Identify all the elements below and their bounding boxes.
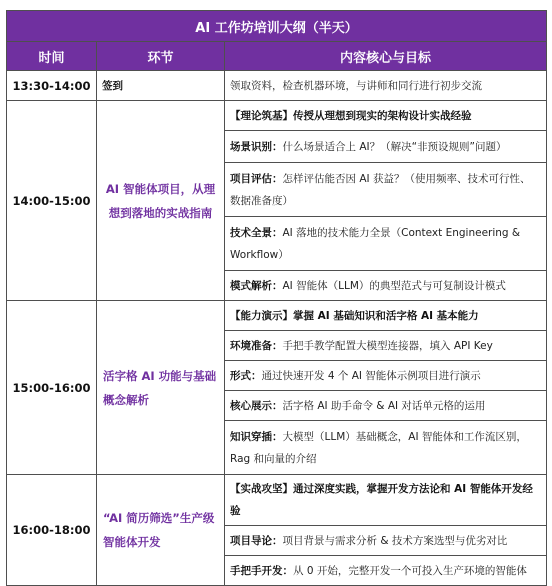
item-label: 技术全景： (230, 226, 283, 239)
table-title: AI 工作坊培训大纲（半天） (7, 11, 547, 42)
header-row (7, 42, 547, 71)
content-cell: 领取资料，检查机器环境，与讲师和同行进行初步交流 (225, 71, 547, 101)
item-text: 大模型（LLM）基础概念，AI 智能体和工作流区别，Rag 和向量的介绍 (230, 430, 527, 465)
content-headline: 【理论筑基】传授从理想到现实的架构设计实战经验 (225, 101, 547, 131)
section-cell: 活字格 AI 功能与基础概念解析 (97, 301, 225, 475)
content-item (225, 271, 547, 301)
header-content: 内容核心与目标 (225, 42, 547, 71)
schedule-row (7, 301, 547, 331)
time-cell: 14:00-15:00 (7, 101, 97, 301)
item-label: 环境准备： (230, 339, 283, 352)
header-section: 环节 (97, 42, 225, 71)
item-text: AI 落地的技术能力全景（Context Engineering & Workflow） (230, 226, 521, 261)
section-cell: “AI 简历筛选”生产级智能体开发 (97, 475, 225, 586)
outline-table (6, 10, 547, 586)
content-item (225, 331, 547, 361)
item-label: 项目评估： (230, 172, 283, 185)
content-item (225, 421, 547, 475)
item-label: 核心展示： (230, 399, 283, 412)
schedule-row (7, 71, 547, 101)
item-label: 手把手开发： (230, 564, 293, 577)
schedule-row (7, 101, 547, 131)
content-item (225, 217, 547, 271)
time-cell: 15:00-16:00 (7, 301, 97, 475)
content-item (225, 526, 547, 556)
section-cell: AI 智能体项目，从理想到落地的实战指南 (97, 101, 225, 301)
schedule-row (7, 475, 547, 526)
content-headline: 【实战攻坚】通过深度实践，掌握开发方法论和 AI 智能体开发经验 (225, 475, 547, 526)
item-label: 模式解析： (230, 279, 283, 292)
item-text: AI 智能体（LLM）的典型范式与可复制设计模式 (282, 279, 506, 292)
content-headline: 【能力演示】掌握 AI 基础知识和活字格 AI 基本能力 (225, 301, 547, 331)
item-text: 活字格 AI 助手命令 & AI 对话单元格的运用 (282, 399, 486, 412)
time-cell: 13:30-14:00 (7, 71, 97, 101)
header-time: 时间 (7, 42, 97, 71)
item-text: 通过快速开发 4 个 AI 智能体示例项目进行演示 (261, 369, 481, 382)
content-item (225, 163, 547, 217)
item-label: 场景识别： (230, 140, 283, 153)
item-label: 形式： (230, 369, 262, 382)
content-item (225, 556, 547, 586)
content-item (225, 391, 547, 421)
time-cell: 16:00-18:00 (7, 475, 97, 586)
item-label: 知识穿插： (230, 430, 283, 443)
item-label: 项目导论： (230, 534, 283, 547)
item-text: 怎样评估能否因 AI 获益？（使用频率、技术可行性、数据准备度） (230, 172, 531, 207)
item-text: 项目背景与需求分析 & 技术方案选型与优劣对比 (282, 534, 508, 547)
section-cell: 签到 (97, 71, 225, 101)
outline-sheet (6, 10, 546, 586)
content-item (225, 131, 547, 163)
item-text: 什么场景适合上 AI？（解决“非预设规则”问题） (282, 140, 507, 153)
content-item (225, 361, 547, 391)
item-text: 从 0 开始，完整开发一个可投入生产环境的智能体 (293, 564, 527, 577)
item-text: 手把手教学配置大模型连接器，填入 API Key (282, 339, 493, 352)
